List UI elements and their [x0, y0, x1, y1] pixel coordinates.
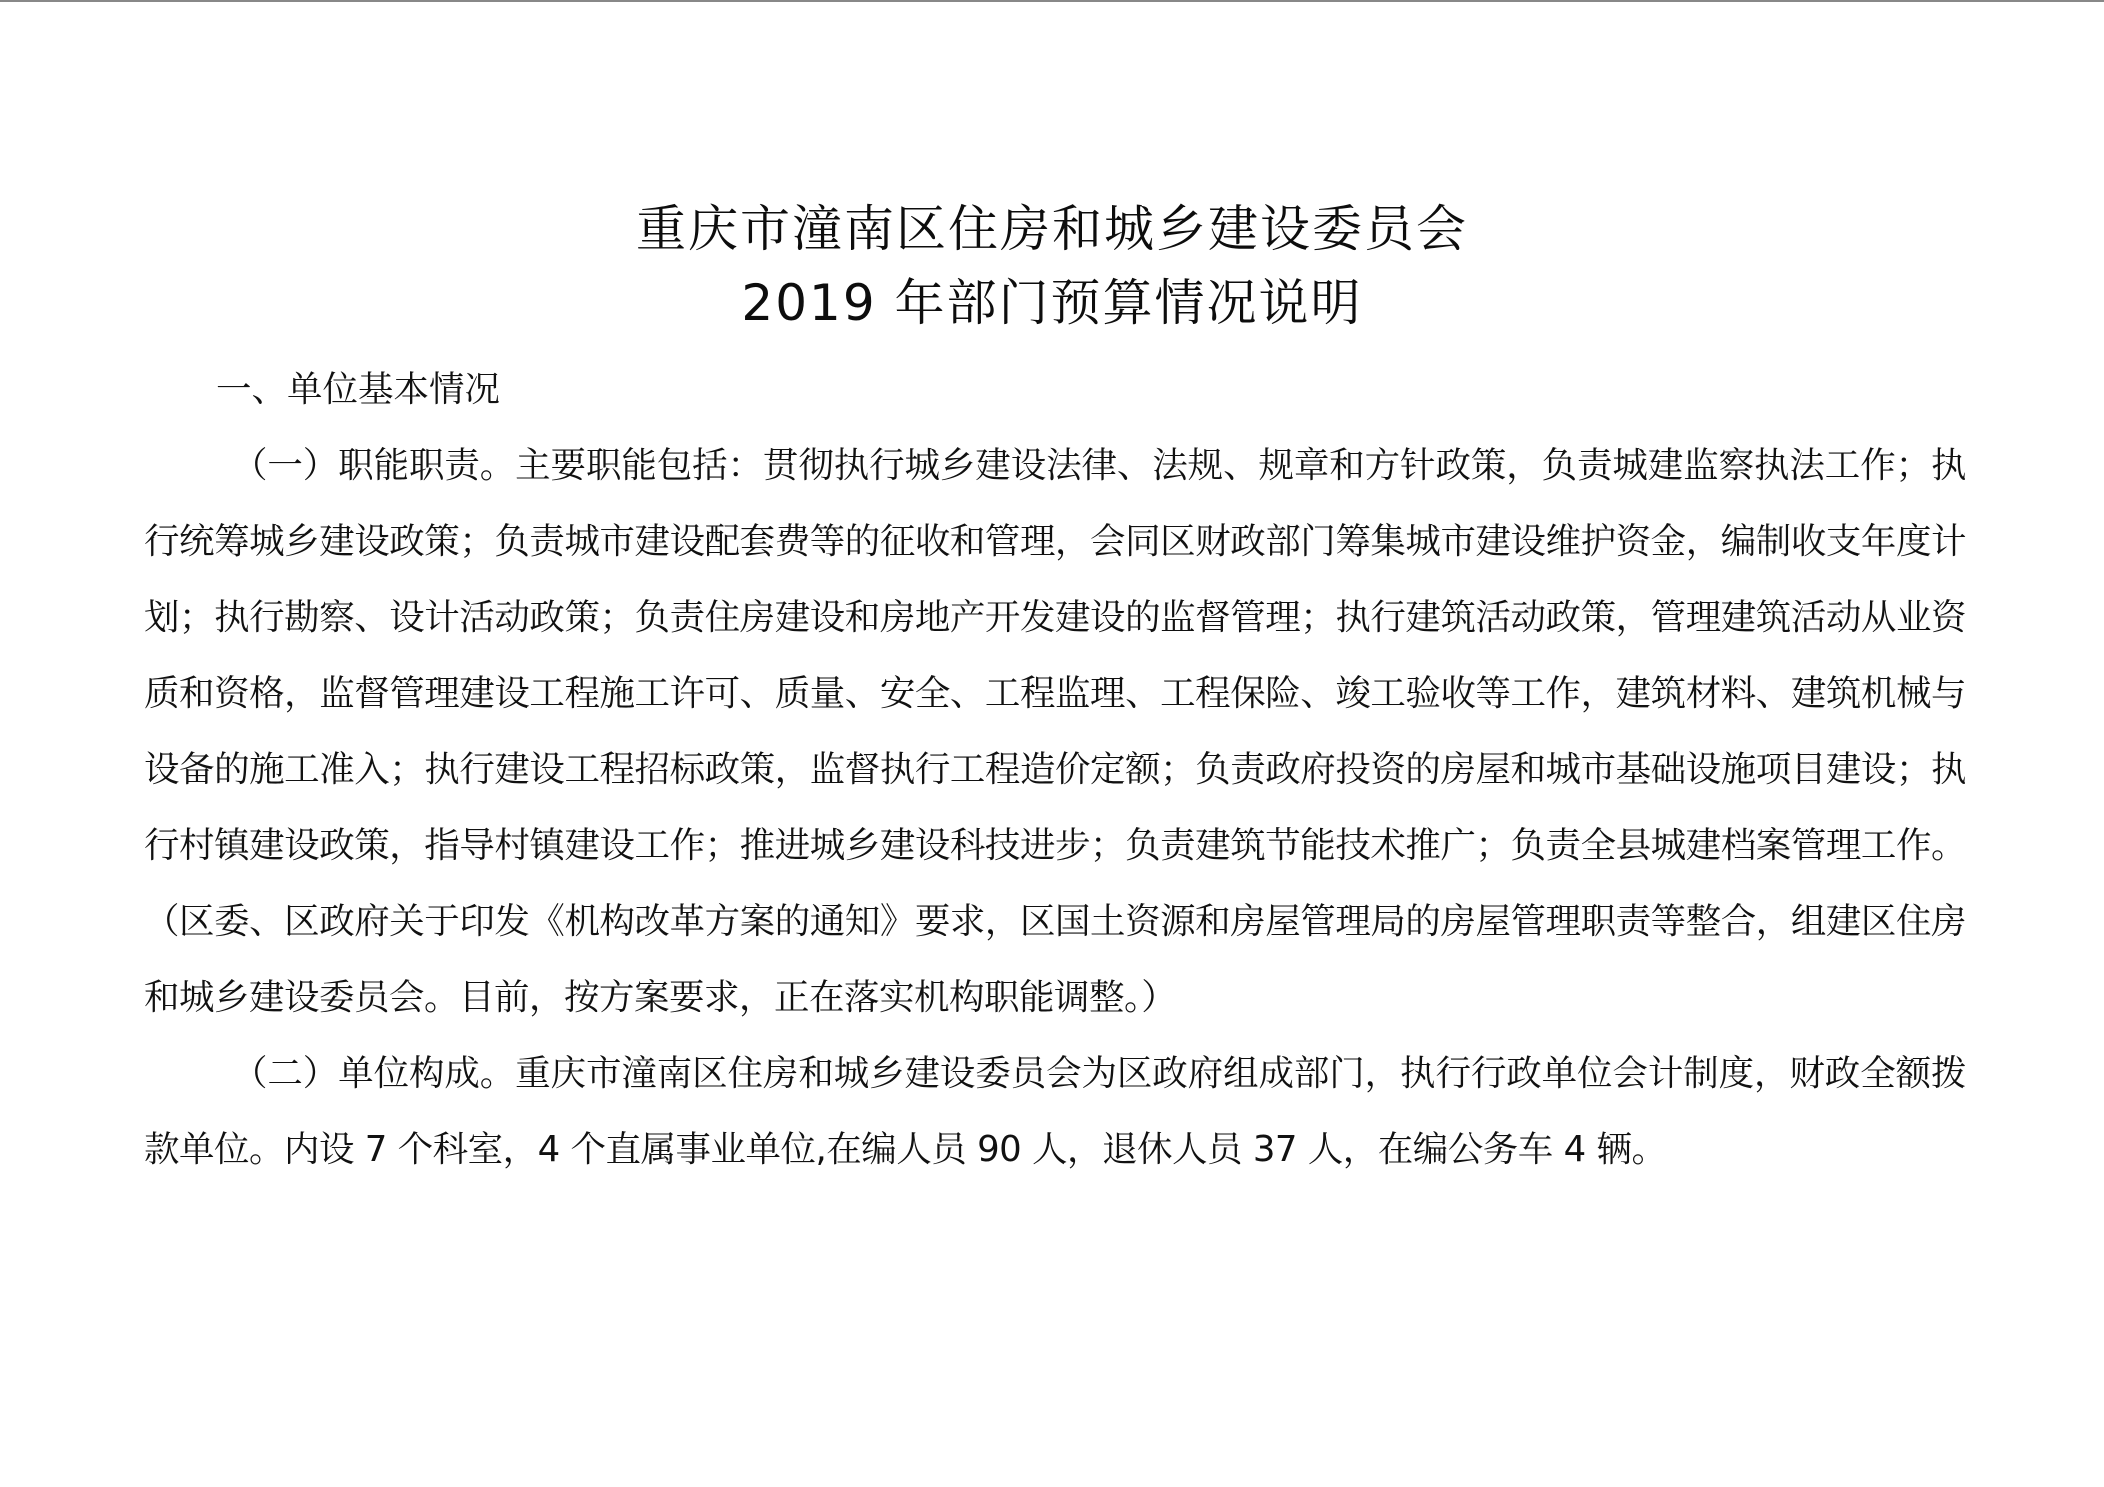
- paragraph-duties: （一）职能职责。主要职能包括：贯彻执行城乡建设法律、法规、规章和方针政策，负责城建监察执法工作；执行统筹城乡建设政策；负责城市建设配套费等的征收和管理，会同区财政部门筹集城市建设维护资金，编制收支年度计划；执行勘察、设计活动政策；负责住房建设和房地产开发建设的监督管理；执行建筑活动政策，管理建筑活动从业资质和资格，监督管理建设工程施工许可、质量、安全、工程监理、工程保险、竣工验收等工作，建筑材料、建筑机械与设备的施工准入；执行建设工程招标政策，监督执行工程造价定额；负责政府投资的房屋和城市基础设施项目建设；执行村镇建设政策，指导村镇建设工作；推进城乡建设科技进步；负责建筑节能技术推广；负责全县城建档案管理工作。（区委、区政府关于印发《机构改革方案的通知》要求，区国土资源和房屋管理局的房屋管理职责等整合，组建区住房和城乡建设委员会。目前，按方案要求，正在落实机构职能调整。）: [144, 445, 1966, 1018]
- document-title: [0, 192, 2104, 340]
- title-line-1: 重庆市潼南区住房和城乡建设委员会: [636, 200, 1468, 258]
- paragraph-unit-composition: （二）单位构成。重庆市潼南区住房和城乡建设委员会为区政府组成部门，执行行政单位会计制度，财政全额拨款单位。内设 7 个科室，4 个直属事业单位,在编人员 90 人，退休人员 37 人，在编公务车 4 辆。: [144, 1053, 1966, 1170]
- top-border-line: [0, 0, 2104, 2]
- document-body: [144, 352, 1966, 1188]
- section-heading-basic-info: 一、单位基本情况: [216, 369, 501, 410]
- title-line-2: 2019 年部门预算情况说明: [741, 274, 1363, 332]
